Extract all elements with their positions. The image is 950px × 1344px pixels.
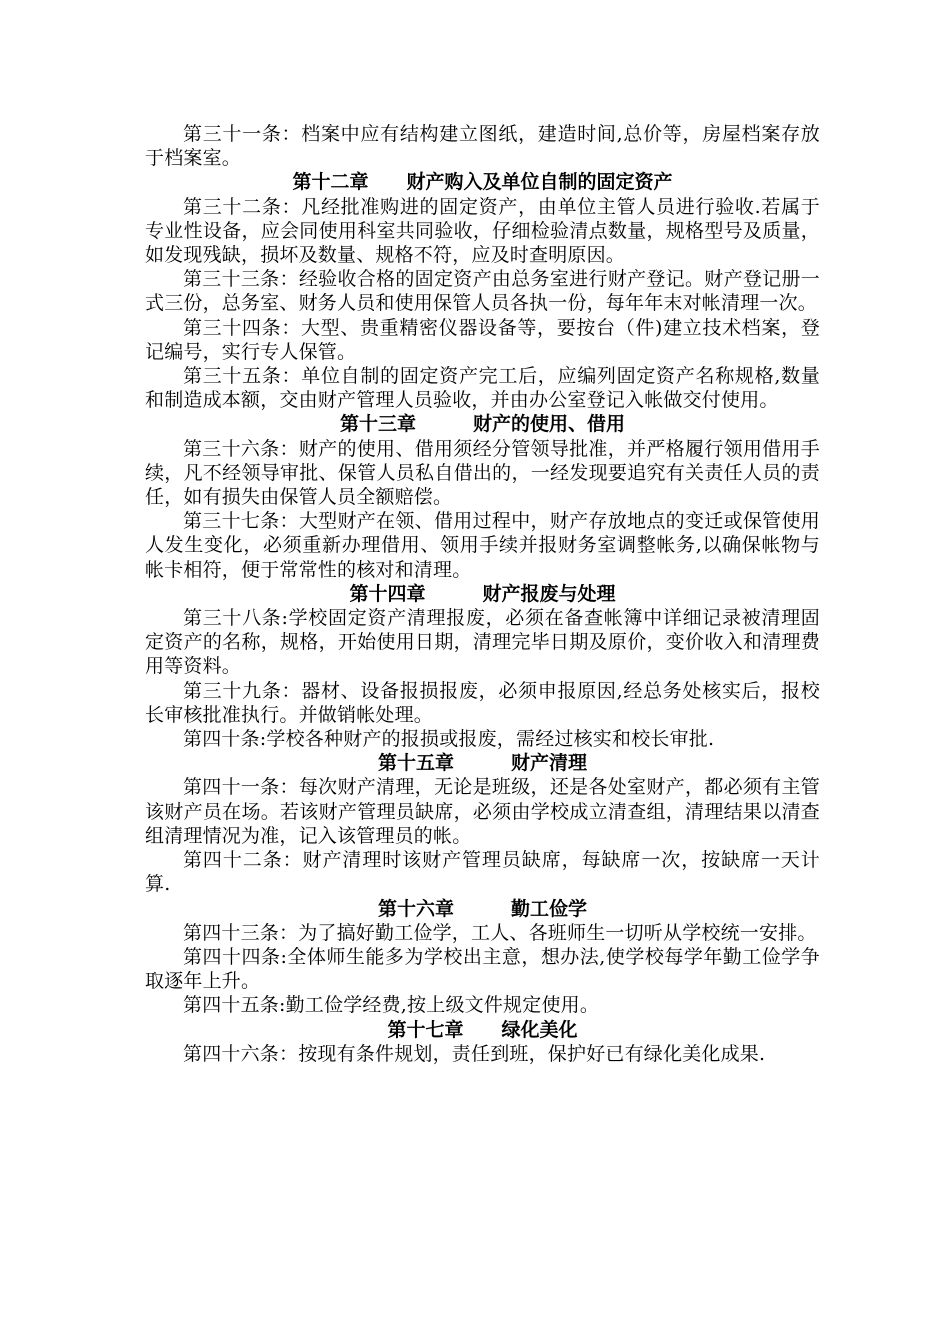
chapter-14-heading: 第十四章 财产报废与处理 — [349, 582, 616, 605]
article-43: 第四十三条：为了搞好勤工俭学，工人、各班师生一切听从学校统一安排。 — [183, 921, 817, 944]
article-35: 第三十五条：单位自制的固定资产完工后，应编列固定资产名称规格,数量和制造成本额，交由财产管理人员验收，并由办公室登记入帐做交付使用。 — [145, 365, 820, 412]
chapter-15-heading: 第十五章 财产清理 — [377, 752, 587, 775]
article-42: 第四十二条：财产清理时该财产管理员缺席，每缺席一次，按缺席一天计算. — [145, 849, 820, 896]
document-body — [145, 122, 820, 1066]
chapter-16-heading: 第十六章 勤工俭学 — [377, 897, 587, 920]
article-38: 第三十八条:学校固定资产清理报废，必须在备查帐簿中详细记录被清理固定资产的名称，规格，开始使用日期，清理完毕日期及原价，变价收入和清理费用等资料。 — [145, 607, 820, 678]
article-44: 第四十四条:全体师生能多为学校出主意，想办法,使学校每学年勤工俭学争取逐年上升。 — [145, 945, 820, 993]
article-45: 第四十五条:勤工俭学经费,按上级文件规定使用。 — [183, 994, 600, 1017]
article-41: 第四十一条：每次财产清理，无论是班级，还是各处室财产，都必须有主管该财产员在场。若该财产管理员缺席，必须由学校成立清查组，清理结果以清查组清理情况为准，记入该管理员的帐。 — [145, 776, 820, 847]
article-32: 第三十二条：凡经批准购进的固定资产，由单位主管人员进行验收.若属于专业性设备，应会同使用科室共同验收，仔细检验清点数量，规格型号及质量，如发现残缺，损坏及数量、规格不符，应及时查明原因。 — [145, 195, 820, 267]
article-40: 第四十条:学校各种财产的报损或报废，需经过核实和校长审批. — [183, 728, 715, 751]
article-39: 第三十九条：器材、设备报损报废，必须申报原因,经总务处核实后，报校长审核批准执行。并做销帐处理。 — [145, 679, 820, 726]
article-46: 第四十六条：按现有条件规划，责任到班，保护好已有绿化美化成果. — [183, 1042, 766, 1065]
article-37: 第三十七条：大型财产在领、借用过程中，财产存放地点的变迁或保管使用人发生变化，必须重新办理借用、领用手续并报财务室调整帐务,以确保帐物与帐卡相符，便于常常性的核对和清理。 — [145, 510, 820, 581]
article-31: 第三十一条：档案中应有结构建立图纸，建造时间,总价等，房屋档案存放于档案室。 — [145, 123, 820, 170]
article-36: 第三十六条：财产的使用、借用须经分管领导批准，并严格履行领用借用手续，凡不经领导审批、保管人员私自借出的，一经发现要追究有关责任人员的责任，如有损失由保管人员全额赔偿。 — [145, 437, 820, 509]
article-33: 第三十三条：经验收合格的固定资产由总务室进行财产登记。财产登记册一式三份，总务室、财务人员和使用保管人员各执一份，每年年末对帐清理一次。 — [145, 268, 820, 315]
chapter-13-heading: 第十三章 财产的使用、借用 — [339, 413, 625, 436]
chapter-12-heading: 第十二章 财产购入及单位自制的固定资产 — [292, 171, 673, 194]
chapter-17-heading: 第十七章 绿化美化 — [387, 1018, 578, 1041]
article-34: 第三十四条：大型、贵重精密仪器设备等，要按台（件)建立技术档案，登记编号，实行专人保管。 — [145, 316, 820, 363]
